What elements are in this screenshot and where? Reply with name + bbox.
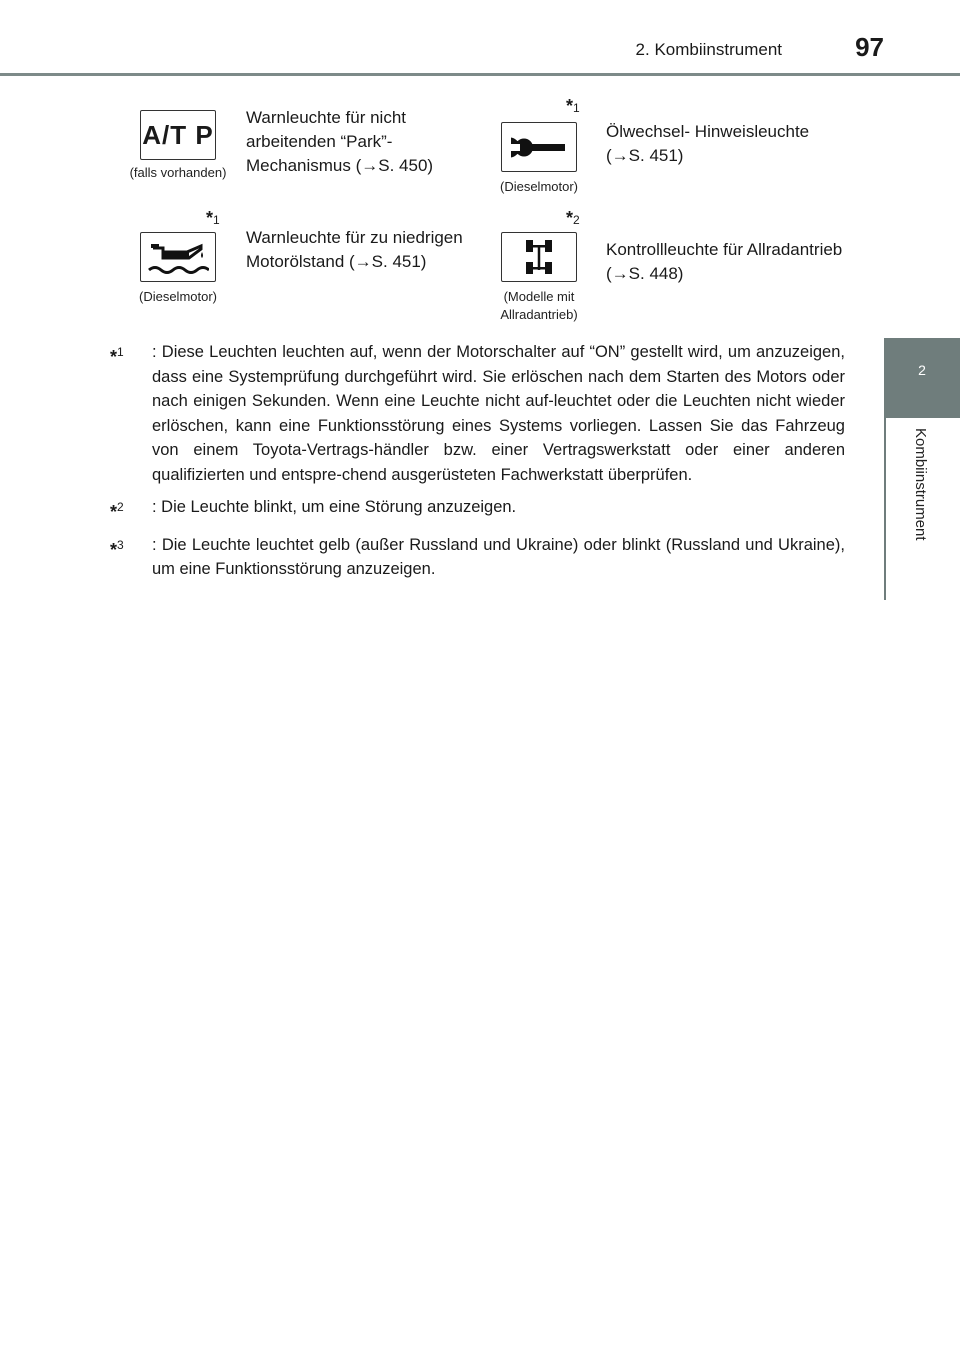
awd-glyph bbox=[517, 237, 561, 277]
wrench-glyph bbox=[511, 133, 567, 161]
footnote-key: *$^3$ bbox=[110, 537, 124, 560]
footnote-number: 1 bbox=[213, 213, 220, 227]
footnote-marker: *1 bbox=[206, 208, 220, 228]
oil-level-icon bbox=[140, 232, 216, 282]
footnote-key: *$^1$ bbox=[110, 345, 124, 367]
icon-caption: (Modelle mit Allradantrieb) bbox=[500, 289, 578, 322]
header-divider bbox=[0, 73, 960, 76]
footnote-text: : Diese Leuchten leuchten auf, wenn der Motorschalter auf “ON” gestellt wird, um anzuzeigen, dass eine Systemprüfung durchgeführt wird. Sie erlöschen nach dem Starten des Motors oder nach einigen Sekunden. Wenn eine Leuchte nicht auf-leuchtet oder die Leuchten nicht wieder erlöschen, kann eine Funktionsstörung eines Systems vorliegen. Lassen Sie das Fahrzeug von einem Toyota-Vertrags-händler bzw. einer Vertragswerkstatt oder einer anderen qualifizierten und entspre-chend ausgerüsteten Fachwerkstatt überprüfen. bbox=[152, 343, 845, 484]
footnote-item bbox=[110, 340, 845, 487]
footnote-item bbox=[110, 495, 845, 525]
icon-caption: (Dieselmotor) bbox=[138, 289, 217, 304]
footnote-number: 1 bbox=[573, 101, 580, 115]
footnote-number: 2 bbox=[573, 213, 580, 227]
footnote-item bbox=[110, 533, 845, 582]
at-p-icon bbox=[140, 110, 216, 160]
icon-description: Warnleuchte für nicht arbeitenden “Park”-Mechanismus (→S. 450) bbox=[246, 108, 434, 175]
footnote-text: : Die Leuchte blinkt, um eine Störung anzuzeigen. bbox=[152, 498, 517, 516]
footnote-key: *$^2$ bbox=[110, 500, 124, 522]
footnote-marker: *1 bbox=[566, 96, 580, 116]
chapter-number: 2 bbox=[918, 362, 926, 378]
footnote-marker: *2 bbox=[566, 208, 580, 228]
wrench-icon bbox=[501, 122, 577, 172]
icon-caption: (falls vorhanden) bbox=[129, 165, 227, 180]
page-number: 97 bbox=[855, 32, 884, 62]
running-header: 2. Kombiinstrument bbox=[635, 40, 782, 59]
oil-can-glyph bbox=[147, 238, 209, 276]
icon-caption: (Dieselmotor) bbox=[499, 179, 578, 194]
footnote-text: : Die Leuchte leuchtet gelb (außer Russland und Ukraine) oder blinkt (Russland und Ukraine), um eine Funktionsstörung anzuzeigen. bbox=[152, 535, 845, 578]
chapter-label: Kombiinstrument bbox=[912, 428, 929, 541]
icon-description: Ölwechsel- Hinweisleuchte (→S. 451) bbox=[606, 122, 810, 165]
icon-description: Warnleuchte für zu niedrigen Motorölstand (→S. 451) bbox=[246, 228, 463, 271]
at-p-glyph: A/T P bbox=[142, 119, 214, 150]
footnotes bbox=[110, 340, 845, 590]
awd-icon bbox=[501, 232, 577, 282]
chapter-tab bbox=[884, 338, 960, 418]
icon-description: Kontrollleuchte für Allradantrieb (→S. 448) bbox=[606, 240, 843, 283]
